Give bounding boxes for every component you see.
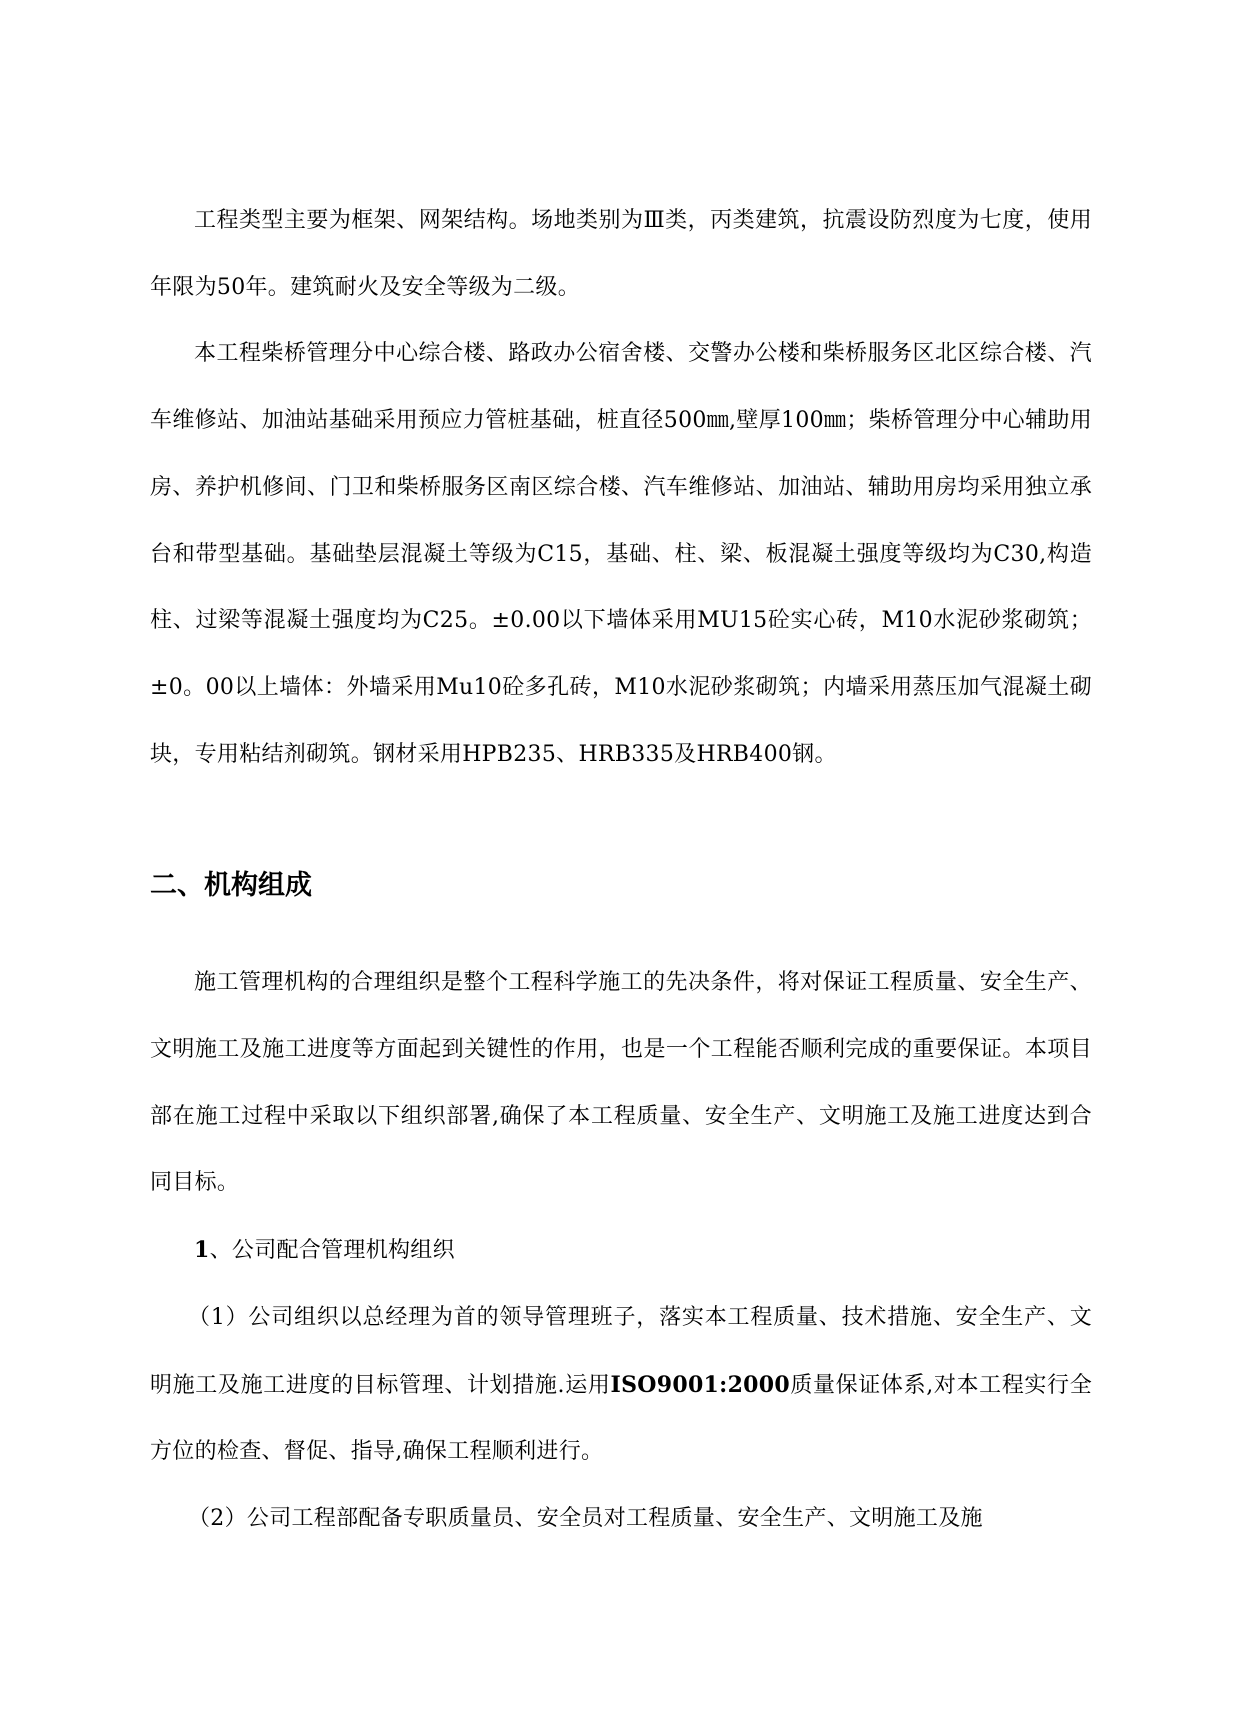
paragraph-section-intro: 施工管理机构的合理组织是整个工程科学施工的先决条件，将对保证工程质量、安全生产、文明施工及施工进度等方面起到关键性的作用，也是一个工程能否顺利完成的重要保证。本项目部在施工过程中采取以下组织部署,确保了本工程质量、安全生产、文明施工及施工进度达到合同目标。 [150,970,1092,1196]
list-item-2: （2）公司工程部配备专职质量员、安全员对工程质量、安全生产、文明施工及施 [188,1505,983,1531]
list-item-1-text-after: 质量保证体系,对本工程实行全方位的检查、督促、指导,确保工程顺利进行。 [150,1372,1092,1465]
subsection-heading [150,1217,1092,1285]
list-item-1 [150,1285,1092,1486]
list-item-1-text-before: （1）公司组织以总经理为首的领导管理班子，落实本工程质量、技术措施、安全生产、文明施工及施工进度的目标管理、计划措施.运用 [150,1304,1092,1398]
subsection-title: 、公司配合管理机构组织 [209,1238,455,1264]
document-body [150,188,1092,1553]
subsection-number: 1 [194,1237,210,1264]
list-item-1-standard: ISO9001:2000 [610,1371,791,1398]
paragraph-foundation-details: 本工程柴桥管理分中心综合楼、路政办公宿舍楼、交警办公楼和柴桥服务区北区综合楼、汽车维修站、加油站基础采用预应力管桩基础，桩直径500㎜,壁厚100㎜；柴桥管理分中心辅助用房、养护机修间、门卫和柴桥服务区南区综合楼、汽车维修站、加油站、辅助用房均采用独立承台和带型基础。基础垫层混凝土等级为C15，基础、柱、梁、板混凝土强度等级均为C30,构造柱、过梁等混凝土强度均为C25。±0.00以下墙体采用MU15砼实心砖，M10水泥砂浆砌筑；±0。00以上墙体：外墙采用Mu10砼多孔砖，M10水泥砂浆砌筑；内墙采用蒸压加气混凝土砌块，专用粘结剂砌筑。钢材采用HPB235、HRB335及HRB400钢。 [150,341,1092,767]
paragraph-project-type: 工程类型主要为框架、网架结构。场地类别为Ⅲ类，丙类建筑，抗震设防烈度为七度，使用年限为50年。建筑耐火及安全等级为二级。 [150,208,1092,300]
section-heading: 二、机构组成 [150,870,312,902]
